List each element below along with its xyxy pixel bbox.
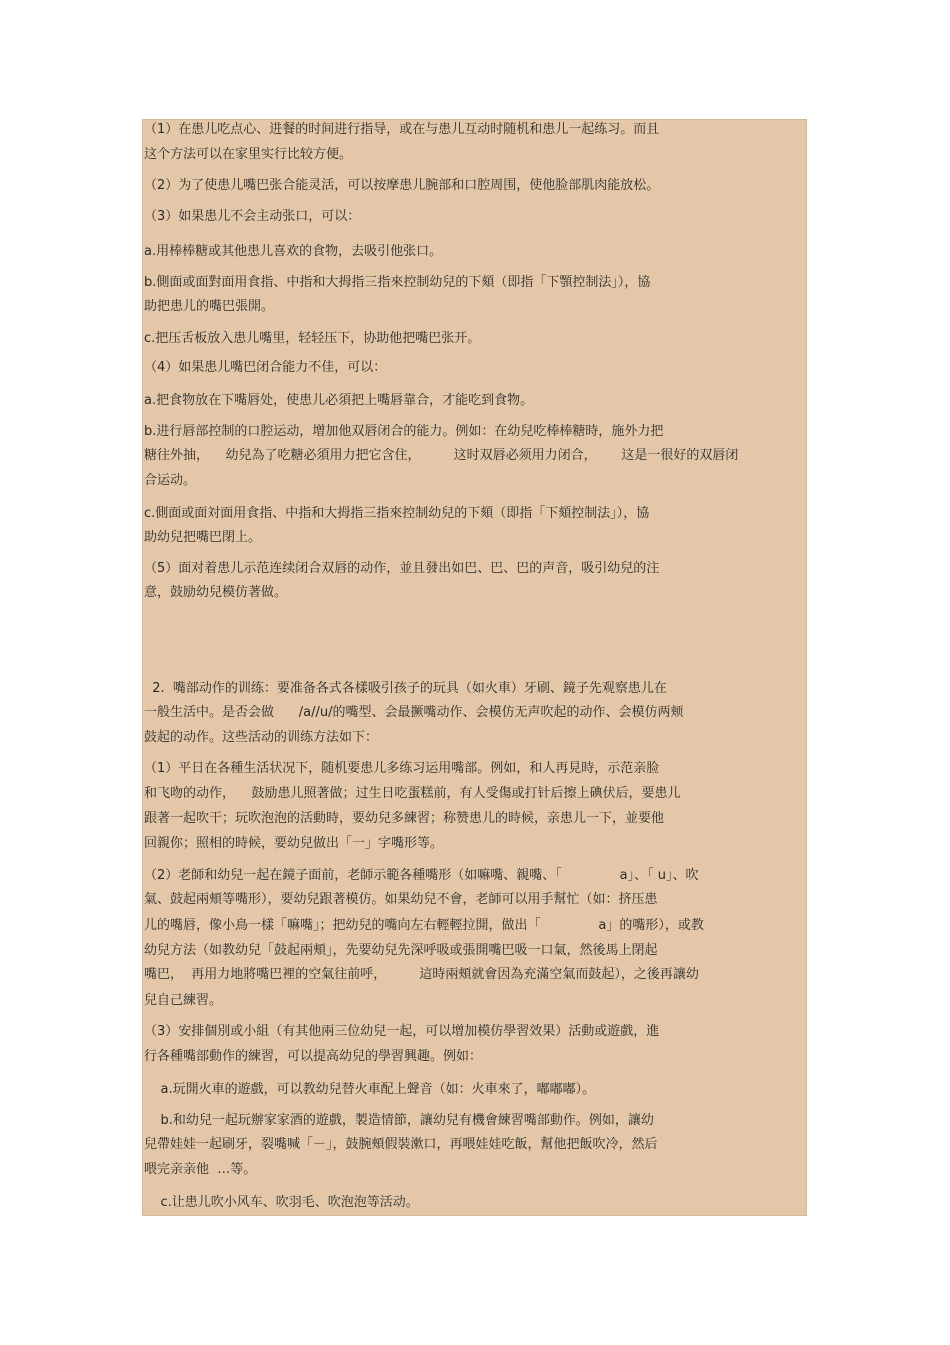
text-line: c.让患儿吹小风车、吹羽毛、吹泡泡等活动。 [144,1195,419,1210]
text-line: 合运动。 [144,473,197,488]
text-line: c.把压舌板放入患儿嘴里，轻轻压下，协助他把嘴巴张开。 [144,331,481,346]
text-line: a.把食物放在下嘴唇处，使患儿必須把上嘴唇靠合，才能吃到食物。 [144,393,534,408]
text-line: 一般生活中。是否会做 /a//u/的嘴型、会最撅嘴动作、会模仿无声吹起的动作、会模仿两颊 [144,705,684,720]
text-line: 兒帶娃娃一起刷牙，裂嘴喊「－」，鼓腕頰假裝漱口，再喂娃娃吃飯，幫他把飯吹冷，然后 [144,1137,658,1152]
text-line: 这个方法可以在家里实行比较方便。 [144,147,353,162]
text-line: 回親你；照相的時候，要幼兒做出「一」字嘴形等。 [144,836,444,851]
text-line: （5）面对着患儿示范连续闭合双唇的动作，並且發出如巴、巴、巴的声音，吸引幼兒的注 [144,561,660,576]
text-line: （3）安排個別或小組（有其他兩三位幼兒一起，可以增加模仿學習效果）活動或遊戲，進 [144,1024,660,1039]
text-line: （2）老師和幼兒一起在鏡子面前，老師示範各種嘴形（如嘛嘴、親嘴、「 a」、「 u」、吹 [144,868,699,883]
text-line: 兒自己練習。 [144,993,223,1008]
text-line: 糖往外抽， 幼兒為了吃糖必須用力把它含住， 这时双唇必须用力闭合， 这是一很好的双唇闭 [144,448,739,463]
text-line: （1）平日在各種生活状况下，随机要患儿多练习运用嘴部。例如，和人再見時，示范亲脸 [144,761,660,776]
text-line: 2. 嘴部动作的训练：要准备各式各樣吸引孩子的玩具（如火車）牙刷、鏡子先观察患儿在 [144,681,667,696]
text-line: 行各種嘴部動作的練習，可以提高幼兒的學習興趣。例如： [144,1049,483,1064]
text-line: 助幼兒把嘴巴閉上。 [144,530,262,545]
text-line: （3）如果患儿不会主动张口，可以： [144,209,361,224]
text-line: 和飞吻的动作， 鼓励患儿照著做；过生日吃蛋糕前，有人受傷或打针后擦上碘伏后，要患儿 [144,786,681,801]
text-line: a.用棒棒糖或其他患儿喜欢的食物，去吸引他张口。 [144,244,443,259]
text-line: （2）为了使患儿嘴巴张合能灵活，可以按摩患儿腕部和口腔周围，使他脸部肌肉能放松。 [144,178,660,193]
text-line: （1）在患儿吃点心、进餐的时间进行指导，或在与患儿互动时随机和患儿一起练习。而且 [144,122,660,137]
text-line: 鼓起的动作。这些活动的训练方法如下： [144,730,379,745]
text-line: b.和幼兒一起玩辦家家酒的遊戲，製造情節，讓幼兒有機會練習嘴部動作。例如，讓幼 [144,1113,654,1128]
text-line: 嘴巴， 再用力地將嘴巴裡的空氣往前呼， 這時兩頰就會因為充滿空氣而鼓起），之後再讓幼 [144,967,699,982]
text-line: b.进行唇部控制的口腔运动，增加他双唇闭合的能力。例如：在幼兒吃棒棒糖時，施外力把 [144,424,664,439]
text-line: 儿的嘴唇，像小鳥一樣「嘛嘴」；把幼兒的嘴向左右輕輕拉開，做出「 a」的嘴形），或教 [144,918,704,933]
text-line: 喂完亲亲他 …等。 [144,1162,257,1177]
text-line: 幼兒方法（如教幼兒「鼓起兩頰」，先要幼兒先深呼吸或張開嘴巴吸一口氣，然後馬上閉起 [144,943,658,958]
text-line: （4）如果患儿嘴巴闭合能力不佳，可以： [144,360,387,375]
text-line: 意，鼓励幼兒模仿著做。 [144,585,288,600]
text-line: c.側面或面対面用食指、中指和大拇指三指來控制幼兒的下頦（即指「下頦控制法」），協 [144,506,650,521]
text-line: b.側面或面對面用食指、中指和大拇指三指來控制幼兒的下頦（即指「下顎控制法」），協 [144,275,651,290]
text-line: 跟著一起吹干；玩吹泡泡的活動時，要幼兒多練習；称赞患儿的時候，亲患儿一下，並要他 [144,811,665,826]
text-line: 助把患儿的嘴巴張開。 [144,299,275,314]
text-line: a.玩開火車的遊戲，可以教幼兒替火車配上聲音（如：火車來了，嘟嘟嘟）。 [144,1082,596,1097]
text-line: 氣、鼓起兩頰等嘴形），要幼兒跟著模仿。如果幼兒不會，老師可以用手幫忙（如：挤压患 [144,892,658,907]
